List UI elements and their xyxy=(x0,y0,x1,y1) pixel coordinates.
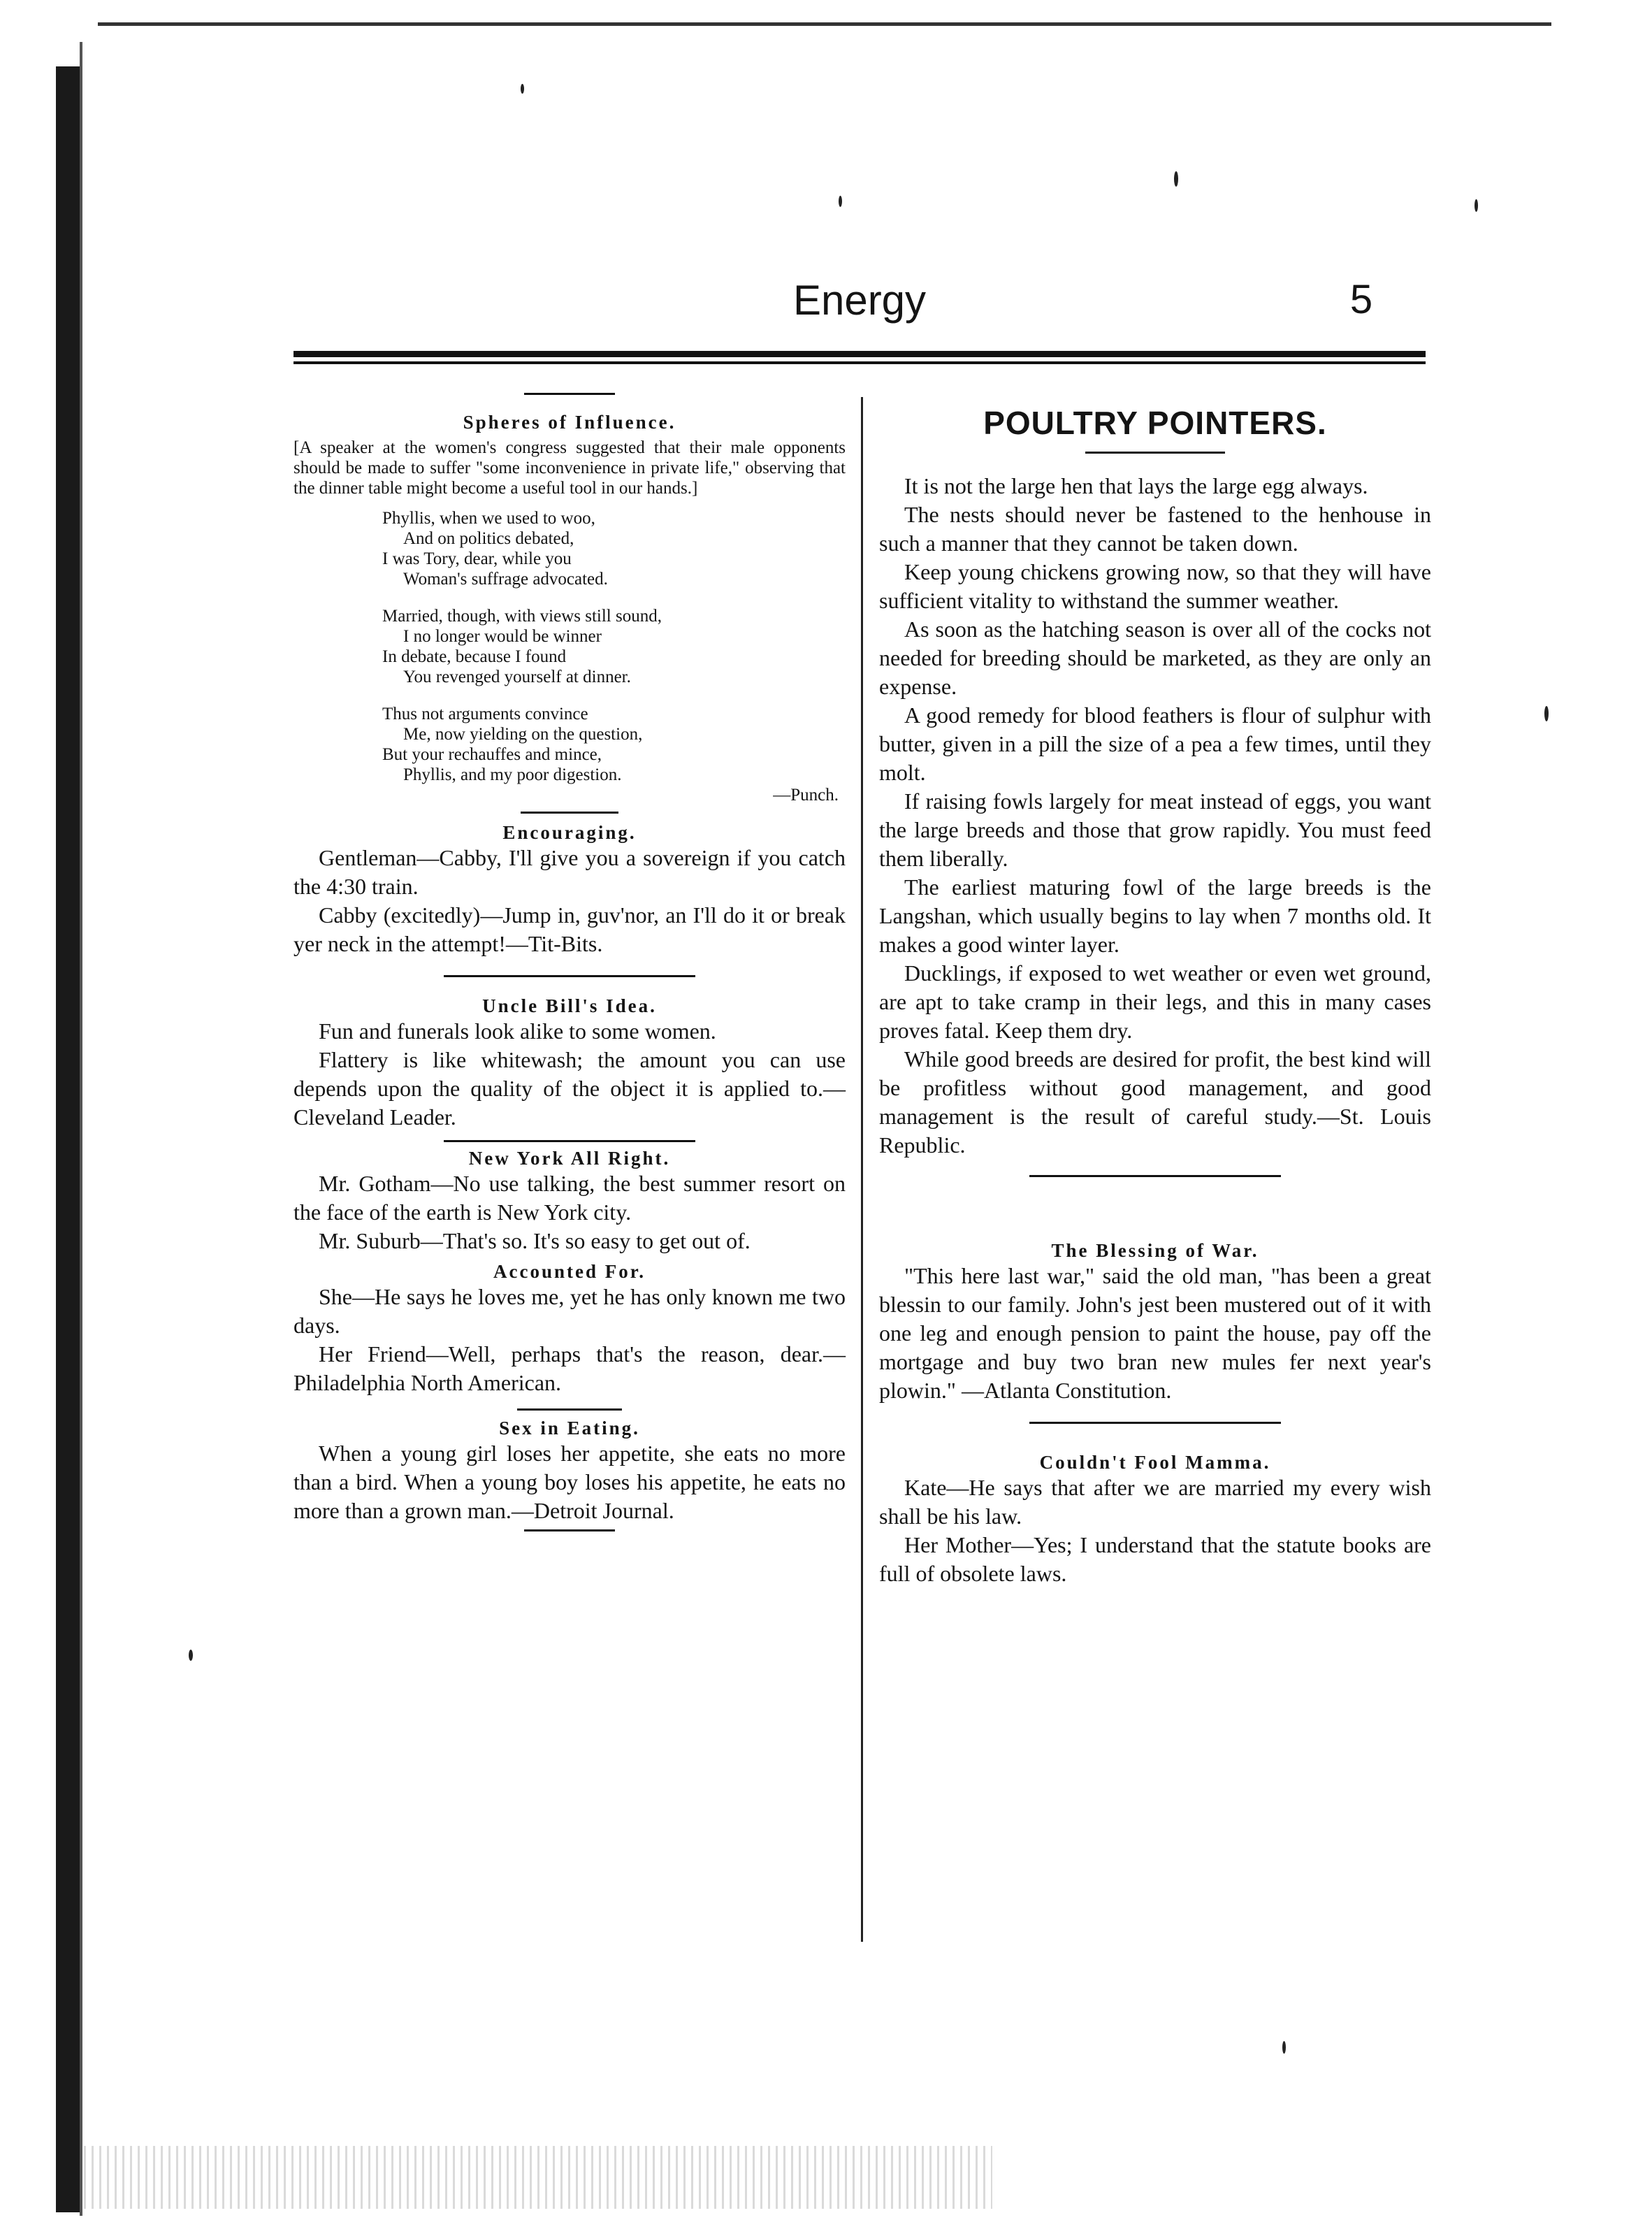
left-column xyxy=(294,384,846,1531)
article-heading: Spheres of Influence. xyxy=(463,412,676,433)
page-top-edge xyxy=(98,22,1551,26)
scan-speck xyxy=(1174,171,1178,187)
page-spine-shadow xyxy=(56,66,80,2212)
article-body xyxy=(294,844,846,958)
header-rule xyxy=(294,351,1426,357)
scan-speck xyxy=(1475,199,1478,212)
poem-line: I no longer would be winner xyxy=(403,627,602,646)
article-sex-in-eating xyxy=(294,1418,846,1525)
section-rule xyxy=(444,975,695,977)
article-paragraph: If raising fowls largely for meat instead of eggs, you want the large breeds and those that grow rapidly. You must feed them liberally. xyxy=(879,788,1431,871)
poem-line: In debate, because I found xyxy=(382,647,567,666)
article-body xyxy=(294,1017,846,1132)
scan-smudge xyxy=(84,2146,992,2209)
article-paragraph: When a young girl loses her appetite, she eats no more than a bird. When a young boy loses his appetite, he eats no more than a grown man.—Detroit Journal. xyxy=(294,1441,846,1523)
article-paragraph: Fun and funerals look alike to some women. xyxy=(319,1018,716,1044)
article-paragraph: Her Friend—Well, perhaps that's the reason, dear.—Philadelphia North American. xyxy=(294,1341,846,1395)
article-heading: Encouraging. xyxy=(502,822,637,843)
scan-speck xyxy=(1544,706,1549,721)
page-title: Energy xyxy=(792,277,927,324)
page-number: 5 xyxy=(1349,277,1373,322)
article-credit: —Punch. xyxy=(773,786,839,805)
scan-speck xyxy=(839,196,842,207)
article-blessing-of-war xyxy=(879,1240,1431,1405)
article-paragraph: While good breeds are desired for profit, the best kind will be profitless without good management, and good management is the result of careful study.—St. Louis Republic. xyxy=(879,1046,1431,1158)
article-heading: POULTRY POINTERS. xyxy=(983,405,1327,441)
section-rule xyxy=(521,812,618,814)
article-paragraph: Her Mother—Yes; I understand that the statute books are full of obsolete laws. xyxy=(879,1532,1431,1586)
article-new-york-all-right xyxy=(294,1148,846,1255)
article-body xyxy=(879,1262,1431,1405)
section-rule xyxy=(1029,1175,1281,1177)
article-paragraph: She—He says he loves me, yet he has only known me two days. xyxy=(294,1284,846,1338)
section-rule xyxy=(444,1140,695,1142)
poem-line: Married, though, with views still sound, xyxy=(382,607,662,626)
article-paragraph: The earliest maturing fowl of the large breeds is the Langshan, which usually begins to lay when 7 months old. It makes a good winter layer. xyxy=(879,874,1431,957)
section-rule xyxy=(517,1408,622,1411)
article-heading: The Blessing of War. xyxy=(1051,1240,1259,1261)
article-uncle-bills-idea xyxy=(294,995,846,1132)
poem-stanza xyxy=(294,704,846,785)
article-paragraph: Gentleman—Cabby, I'll give you a sovereign if you catch the 4:30 train. xyxy=(294,845,846,899)
right-column xyxy=(879,384,1431,1588)
poem-line: Woman's suffrage advocated. xyxy=(403,570,608,589)
poem-line: Phyllis, and my poor digestion. xyxy=(403,765,622,784)
section-rule xyxy=(1029,1422,1281,1424)
article-paragraph: Keep young chickens growing now, so that they will have sufficient vitality to withstand the summer weather. xyxy=(879,559,1431,613)
section-rule xyxy=(1085,452,1225,454)
article-heading: New York All Right. xyxy=(468,1148,671,1169)
poem-line: Thus not arguments convince xyxy=(382,705,588,723)
poem-line: And on politics debated, xyxy=(403,529,574,548)
page-spine-edge xyxy=(80,42,82,2216)
article-paragraph: Mr. Suburb—That's so. It's so easy to get out of. xyxy=(319,1228,751,1253)
poem-stanza xyxy=(294,606,846,687)
poem-line: You revenged yourself at dinner. xyxy=(403,668,631,686)
scan-speck xyxy=(189,1650,193,1661)
article-heading: Uncle Bill's Idea. xyxy=(482,995,657,1016)
article-body xyxy=(294,1439,846,1525)
article-paragraph: As soon as the hatching season is over all of the cocks not needed for breeding should be marketed, as they are only an expense. xyxy=(879,617,1431,699)
poem-line: I was Tory, dear, while you xyxy=(382,549,572,568)
article-couldnt-fool-mamma xyxy=(879,1452,1431,1588)
article-body xyxy=(879,472,1431,1160)
article-body xyxy=(294,1169,846,1255)
header-rule-thin xyxy=(294,361,1426,364)
article-poultry-pointers xyxy=(879,404,1431,1160)
article-paragraph: "This here last war," said the old man, "has been a great blessin to our family. John's jest been mustered out of it with one leg and enough pension to paint the house, pay off the mortgage and buy two bran new mules fer next year's plowin." —Atlanta Constitution. xyxy=(879,1263,1431,1403)
section-rule xyxy=(524,1529,615,1531)
article-heading: Couldn't Fool Mamma. xyxy=(1039,1452,1271,1473)
article-heading: Accounted For. xyxy=(493,1261,646,1282)
article-paragraph: The nests should never be fastened to the henhouse in such a manner that they cannot be taken down. xyxy=(879,502,1431,556)
article-spheres-of-influence xyxy=(294,412,846,806)
article-body xyxy=(879,1473,1431,1588)
article-paragraph: Mr. Gotham—No use talking, the best summer resort on the face of the earth is New York city. xyxy=(294,1171,846,1225)
article-paragraph: Flattery is like whitewash; the amount you can use depends upon the quality of the object it is applied to.—Cleveland Leader. xyxy=(294,1047,846,1130)
section-rule xyxy=(524,393,615,395)
article-paragraph: Ducklings, if exposed to wet weather or even wet ground, are apt to take cramp in their legs, and this in many cases proves fatal. Keep them dry. xyxy=(879,960,1431,1043)
article-paragraph: Kate—He says that after we are married my every wish shall be his law. xyxy=(879,1475,1431,1529)
article-paragraph: Cabby (excitedly)—Jump in, guv'nor, an I'll do it or break yer neck in the attempt!—Tit-Bits. xyxy=(294,902,846,956)
column-divider xyxy=(861,397,863,1942)
scan-speck xyxy=(521,84,524,94)
scan-speck xyxy=(1282,2041,1286,2054)
article-intro: [A speaker at the women's congress suggested that their male opponents should be made to suffer "some inconvenience in private life," observing that the dinner table might become a useful tool in our hands.] xyxy=(294,438,846,498)
article-paragraph: It is not the large hen that lays the large egg always. xyxy=(904,473,1368,498)
poem-line: Phyllis, when we used to woo, xyxy=(382,509,595,528)
article-accounted-for xyxy=(294,1261,846,1397)
article-paragraph: A good remedy for blood feathers is flour of sulphur with butter, given in a pill the size of a pea a few times, until they molt. xyxy=(879,702,1431,785)
poem-line: But your rechauffes and mince, xyxy=(382,745,602,764)
article-body xyxy=(294,1283,846,1397)
poem-line: Me, now yielding on the question, xyxy=(403,725,643,744)
poem-stanza xyxy=(294,508,846,589)
article-heading: Sex in Eating. xyxy=(499,1418,640,1439)
article-encouraging xyxy=(294,822,846,958)
